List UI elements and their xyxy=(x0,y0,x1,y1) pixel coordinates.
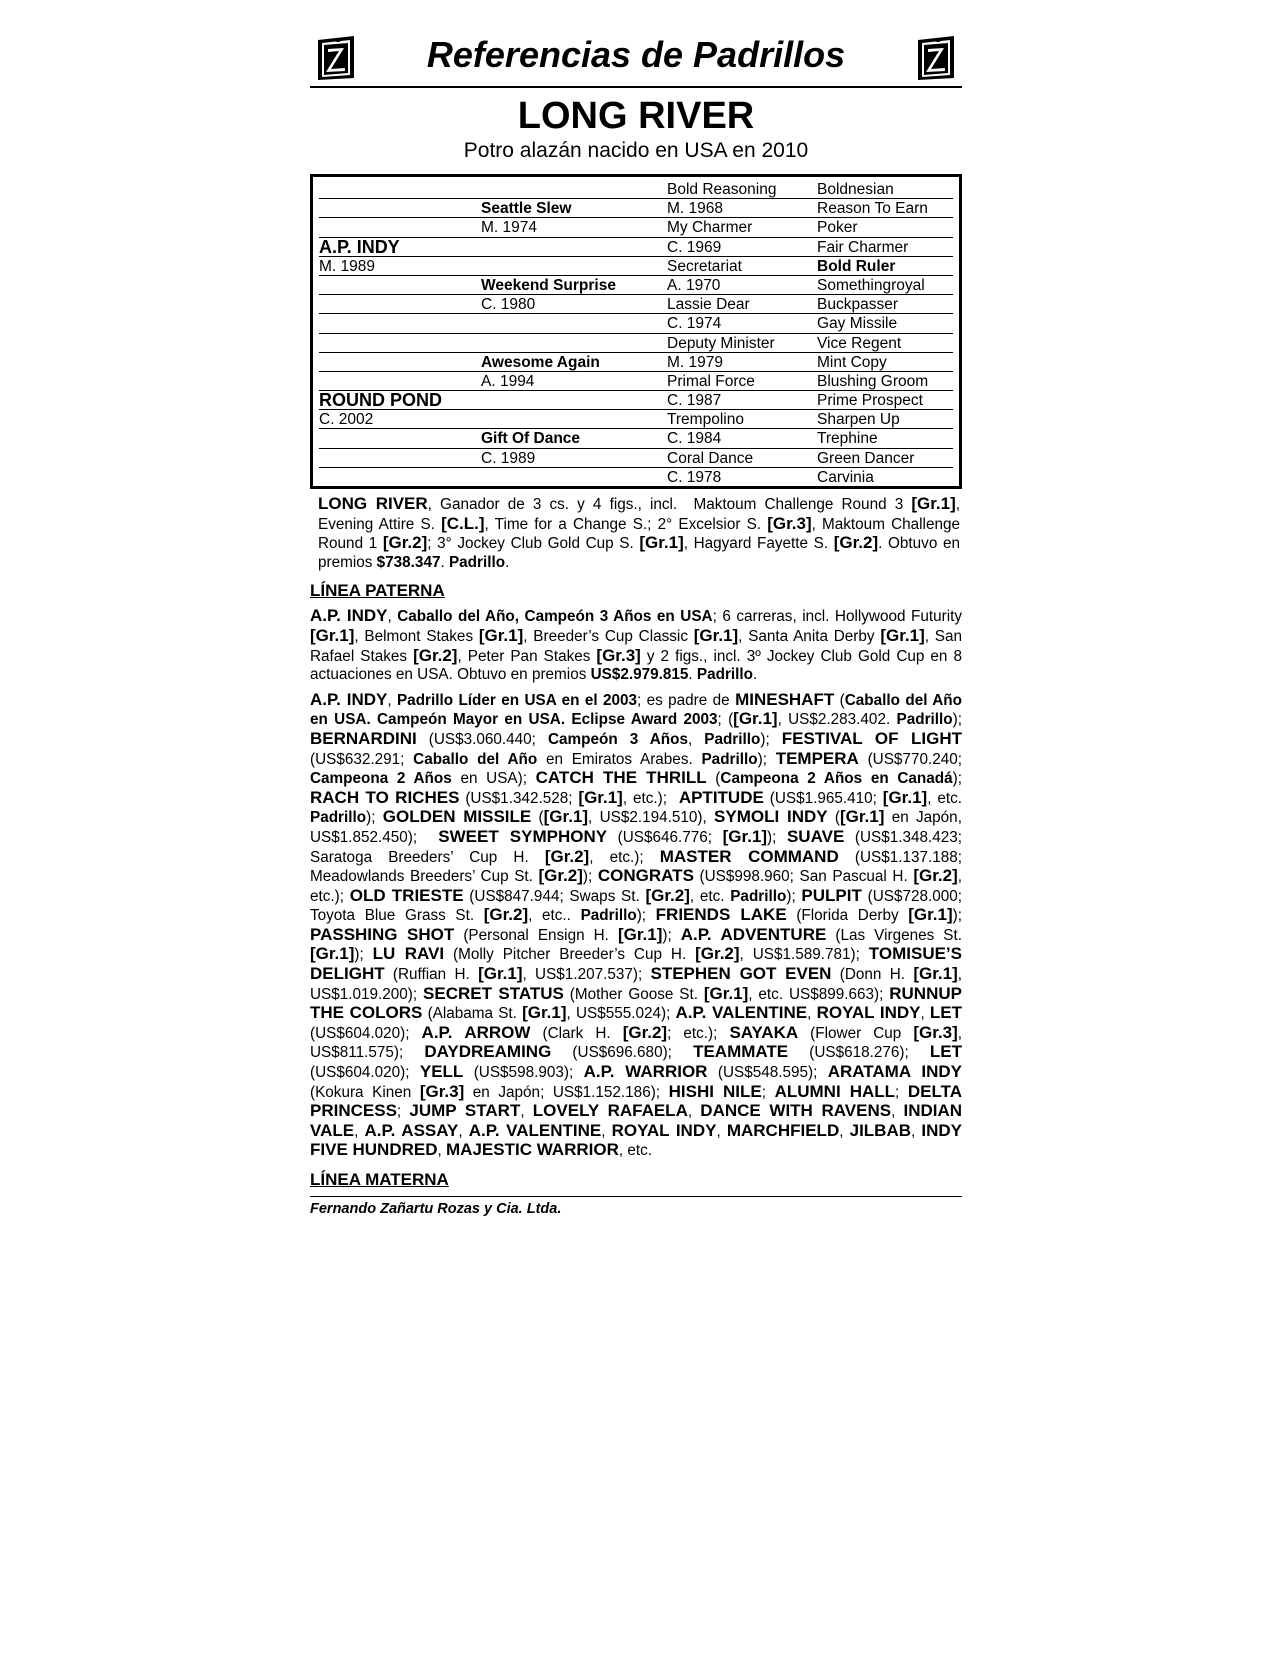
pedigree-cell: Prime Prospect xyxy=(817,391,953,410)
pedigree-row xyxy=(319,257,953,276)
pedigree-cell: Vice Regent xyxy=(817,334,953,353)
pedigree-cell: Trempolino xyxy=(667,410,817,429)
pedigree-row xyxy=(319,314,953,333)
pedigree-cell xyxy=(319,449,481,468)
pedigree-row xyxy=(319,334,953,353)
pedigree-row xyxy=(319,372,953,391)
pedigree-cell: Deputy Minister xyxy=(667,334,817,353)
sire-record-paragraph: A.P. INDY, Caballo del Año, Campeón 3 Años en USA; 6 carreras, incl. Hollywood Futurity [Gr.1], Belmont Stakes [Gr.1], Breeder’s Cup Classic [Gr.1], Santa Anita Derby [Gr.1], San Rafael Stakes [Gr.2], Peter Pan Stakes [Gr.3] y 2 figs., incl. 3º Jockey Club Gold Cup en 8 actuaciones en USA. Obtuvo en premios US$2.979.815. Padrillo. xyxy=(310,606,962,684)
pedigree-cell xyxy=(319,429,481,448)
pedigree-cell xyxy=(319,468,481,487)
pedigree-cell xyxy=(319,276,481,295)
pedigree-cell: C. 1987 xyxy=(667,391,817,410)
zanartu-logo-icon xyxy=(914,34,958,82)
pedigree-row xyxy=(319,199,953,218)
pedigree-cell xyxy=(481,410,667,429)
pedigree-cell xyxy=(319,180,481,199)
pedigree-cell: Gift Of Dance xyxy=(481,429,667,448)
pedigree-cell: Reason To Earn xyxy=(817,199,953,218)
pedigree-cell: A. 1970 xyxy=(667,276,817,295)
pedigree-row xyxy=(319,468,953,487)
pedigree-cell: Bold Reasoning xyxy=(667,180,817,199)
pedigree-cell: Lassie Dear xyxy=(667,295,817,314)
pedigree-row xyxy=(319,218,953,237)
pedigree-cell: M. 1979 xyxy=(667,353,817,372)
pedigree-cell xyxy=(319,372,481,391)
pedigree-cell: C. 1974 xyxy=(667,314,817,333)
document-header xyxy=(310,30,962,88)
pedigree-row xyxy=(319,391,953,410)
pedigree-cell: Seattle Slew xyxy=(481,199,667,218)
pedigree-cell: Awesome Again xyxy=(481,353,667,372)
horse-name: LONG RIVER xyxy=(517,95,755,137)
pedigree-cell: M. 1974 xyxy=(481,218,667,237)
pedigree-cell: Blushing Groom xyxy=(817,372,953,391)
sire-progeny-paragraph: A.P. INDY, Padrillo Líder en USA en el 2003; es padre de MINESHAFT (Caballo del Año en USA. Campeón Mayor en USA. Eclipse Award 2003; ([Gr.1], US$2.283.402. Padrillo); BERNARDINI (US$3.060.440; Campeón 3 Años, Padrillo); FESTIVAL OF LIGHT (US$632.291; Caballo del Año en Emiratos Arabes. Padrillo); TEMPERA (US$770.240; Campeona 2 Años en USA); CATCH THE THRILL (Campeona 2 Años en Canadá); RACH TO RICHES (US$1.342.528; [Gr.1], etc.); APTITUDE (US$1.965.410; [Gr.1], etc. Padrillo); GOLDEN MISSILE ([Gr.1], US$2.194.510), SYMOLI INDY ([Gr.1] en Japón, US$1.852.450); SWEET SYMPHONY (US$646.776; [Gr.1]); SUAVE (US$1.348.423; Saratoga Breeders’ Cup H. [Gr.2], etc.); MASTER COMMAND (US$1.137.188; Meadowlands Breeders’ Cup St. [Gr.2]); CONGRATS (US$998.960; San Pascual H. [Gr.2], etc.); OLD TRIESTE (US$847.944; Swaps St. [Gr.2], etc. Padrillo); PULPIT (US$728.000; Toyota Blue Grass St. [Gr.2], etc.. Padrillo); FRIENDS LAKE (Florida Derby [Gr.1]); PASSHING SHOT (Personal Ensign H. [Gr.1]); A.P. ADVENTURE (Las Virgenes St. [Gr.1]); LU RAVI (Molly Pitcher Breeder’s Cup H. [Gr.2], US$1.589.781); TOMISUE’S DELIGHT (Ruffian H. [Gr.1], US$1.207.537); STEPHEN GOT EVEN (Donn H. [Gr.1], US$1.019.200); SECRET STATUS (Mother Goose St. [Gr.1], etc. US$899.663); RUNNUP THE COLORS (Alabama St. [Gr.1], US$555.024); A.P. VALENTINE, ROYAL INDY, LET (US$604.020); A.P. ARROW (Clark H. [Gr.2]; etc.); SAYAKA (Flower Cup [Gr.3], US$811.575); DAYDREAMING (US$696.680); TEAMMATE (US$618.276); LET (US$604.020); YELL (US$598.903); A.P. WARRIOR (US$548.595); ARATAMA INDY (Kokura Kinen [Gr.3] en Japón; US$1.152.186); HISHI NILE; ALUMNI HALL; DELTA PRINCESS; JUMP START, LOVELY RAFAELA, DANCE WITH RAVENS, INDIAN VALE, A.P. ASSAY, A.P. VALENTINE, ROYAL INDY, MARCHFIELD, JILBAB, INDY FIVE HUNDRED, MAJESTIC WARRIOR, etc. xyxy=(310,689,963,1160)
pedigree-row xyxy=(319,295,953,314)
pedigree-cell: Secretariat xyxy=(667,257,817,276)
page xyxy=(310,30,962,1217)
pedigree-cell xyxy=(481,314,667,333)
pedigree-row xyxy=(319,353,953,372)
pedigree-cell xyxy=(319,314,481,333)
pedigree-cell xyxy=(319,353,481,372)
pedigree-row xyxy=(319,429,953,448)
pedigree-cell: Fair Charmer xyxy=(817,238,953,257)
pedigree-cell: C. 1989 xyxy=(481,449,667,468)
pedigree-cell xyxy=(481,257,667,276)
pedigree-cell xyxy=(481,238,667,257)
pedigree-cell: My Charmer xyxy=(667,218,817,237)
footer-divider xyxy=(310,1196,962,1197)
pedigree-cell: Gay Missile xyxy=(817,314,953,333)
pedigree-row xyxy=(319,449,953,468)
pedigree-cell xyxy=(319,334,481,353)
horse-subtitle: Potro alazán nacido en USA en 2010 xyxy=(463,139,809,162)
pedigree-cell xyxy=(319,218,481,237)
pedigree-cell xyxy=(481,180,667,199)
pedigree-cell: C. 1969 xyxy=(667,238,817,257)
pedigree-cell xyxy=(481,468,667,487)
horse-summary-name: LONG RIVER xyxy=(318,494,428,513)
pedigree-row xyxy=(319,238,953,257)
pedigree-cell: C. 1980 xyxy=(481,295,667,314)
pedigree-cell: Coral Dance xyxy=(667,449,817,468)
pedigree-cell: Poker xyxy=(817,218,953,237)
pedigree-cell: ROUND POND xyxy=(319,391,481,410)
pedigree-cell: Sharpen Up xyxy=(817,410,953,429)
pedigree-cell: Somethingroyal xyxy=(817,276,953,295)
pedigree-cell xyxy=(319,199,481,218)
pedigree-table xyxy=(310,174,962,489)
pedigree-cell: C. 1984 xyxy=(667,429,817,448)
pedigree-cell: C. 2002 xyxy=(319,410,481,429)
pedigree-cell: Carvinia xyxy=(817,468,953,487)
pedigree-row xyxy=(319,410,953,429)
pedigree-cell: Green Dancer xyxy=(817,449,953,468)
section-linea-paterna: LÍNEA PATERNA xyxy=(310,581,445,601)
pedigree-cell: Trephine xyxy=(817,429,953,448)
pedigree-cell: A.P. INDY xyxy=(319,238,481,257)
pedigree-cell: Weekend Surprise xyxy=(481,276,667,295)
pedigree-cell xyxy=(319,295,481,314)
pedigree-cell: Buckpasser xyxy=(817,295,953,314)
pedigree-cell: C. 1978 xyxy=(667,468,817,487)
pedigree-cell: Mint Copy xyxy=(817,353,953,372)
pedigree-cell xyxy=(481,391,667,410)
pedigree-cell: M. 1989 xyxy=(319,257,481,276)
pedigree-cell: M. 1968 xyxy=(667,199,817,218)
pedigree-row xyxy=(319,276,953,295)
pedigree-cell: Boldnesian xyxy=(817,180,953,199)
pedigree-cell xyxy=(481,334,667,353)
horse-summary: LONG RIVER, Ganador de 3 cs. y 4 figs., incl. Maktoum Challenge Round 3 [Gr.1], Evening Attire S. [C.L.], Time for a Change S.; 2° Excelsior S. [Gr.3], Maktoum Challenge Round 1 [Gr.2]; 3° Jockey Club Gold Cup S. [Gr.1], Hagyard Fayette S. [Gr.2]. Obtuvo en premios $738.347. Padrillo. xyxy=(318,494,960,571)
footer-company: Fernando Zañartu Rozas y Cia. Ltda. xyxy=(310,1201,562,1217)
pedigree-cell: Bold Ruler xyxy=(817,257,953,276)
pedigree-row xyxy=(319,180,953,199)
section-linea-materna: LÍNEA MATERNA xyxy=(310,1170,449,1189)
pedigree-cell: Primal Force xyxy=(667,372,817,391)
document-title: Referencias de Padrillos xyxy=(426,34,846,75)
pedigree-cell: A. 1994 xyxy=(481,372,667,391)
